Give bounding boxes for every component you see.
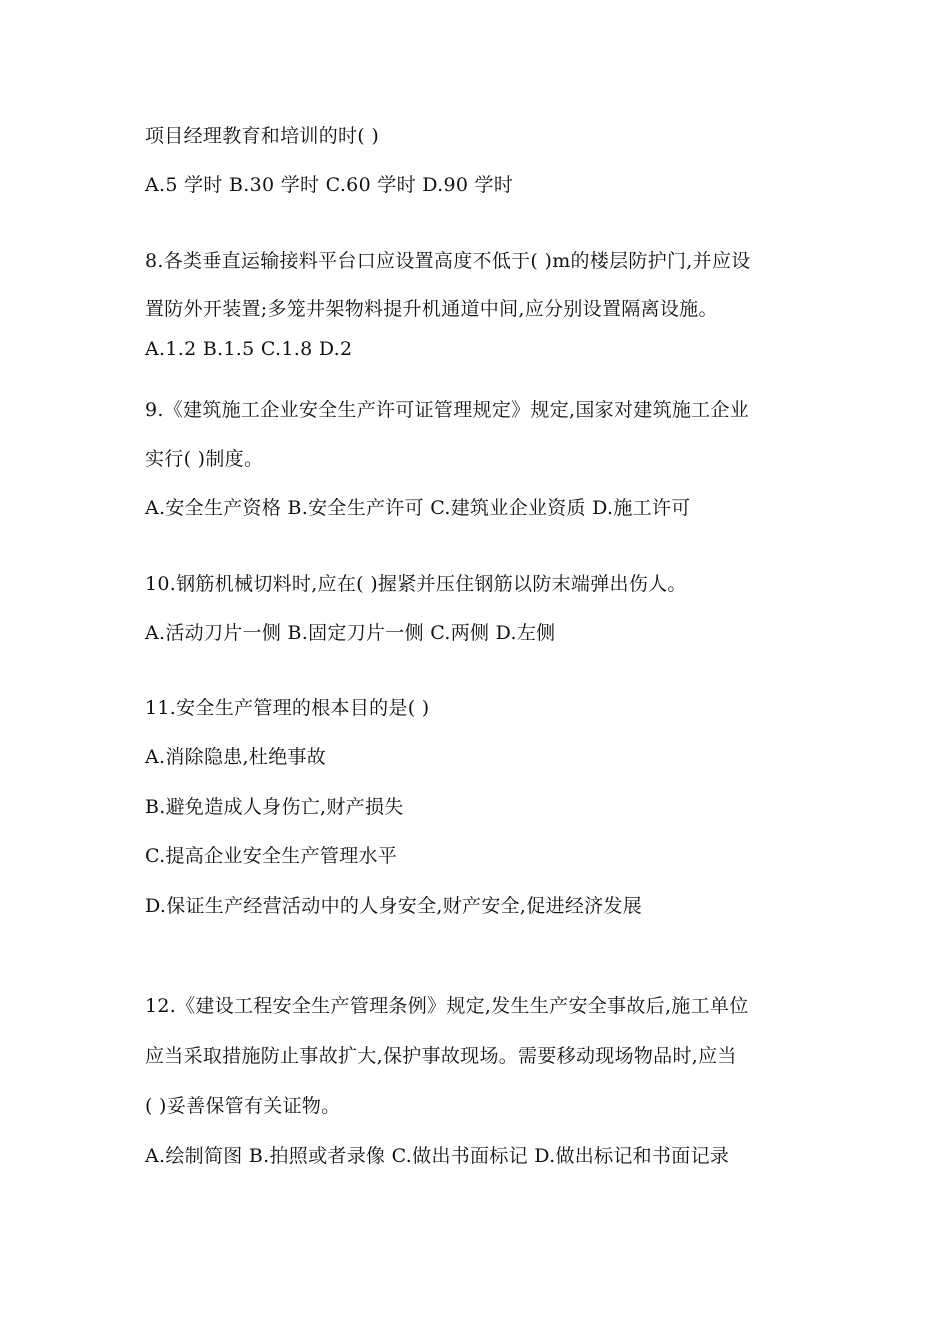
question-12-stem-line-3: ( )妥善保管有关证物。 bbox=[145, 1095, 341, 1117]
question-7-options: A.5 学时 B.30 学时 C.60 学时 D.90 学时 bbox=[145, 174, 514, 196]
question-9-options: A.安全生产资格 B.安全生产许可 C.建筑业企业资质 D.施工许可 bbox=[145, 497, 691, 519]
question-11-option-a: A.消除隐患,杜绝事故 bbox=[145, 746, 327, 768]
question-9-stem-line-2: 实行( )制度。 bbox=[145, 448, 264, 470]
question-11-option-d: D.保证生产经营活动中的人身安全,财产安全,促进经济发展 bbox=[145, 895, 643, 917]
question-9-stem-line-1: 9.《建筑施工企业安全生产许可证管理规定》规定,国家对建筑施工企业 bbox=[145, 399, 750, 421]
question-8-stem-line-2: 置防外开装置;多笼井架物料提升机通道中间,应分别设置隔离设施。 bbox=[145, 298, 718, 320]
question-8-options: A.1.2 B.1.5 C.1.8 D.2 bbox=[145, 338, 353, 360]
question-7-stem-end: 项目经理教育和培训的时( ) bbox=[145, 125, 380, 147]
question-12-stem-line-2: 应当采取措施防止事故扩大,保护事故现场。需要移动现场物品时,应当 bbox=[145, 1045, 737, 1067]
question-8-stem-line-1: 8.各类垂直运输接料平台口应设置高度不低于( )m的楼层防护门,并应设 bbox=[145, 250, 751, 272]
question-11-stem: 11.安全生产管理的根本目的是( ) bbox=[145, 697, 430, 719]
question-11-option-c: C.提高企业安全生产管理水平 bbox=[145, 845, 398, 867]
question-10-stem: 10.钢筋机械切料时,应在( )握紧并压住钢筋以防末端弹出伤人。 bbox=[145, 573, 687, 595]
question-12-options: A.绘制简图 B.拍照或者录像 C.做出书面标记 D.做出标记和书面记录 bbox=[145, 1145, 730, 1167]
question-10-options: A.活动刀片一侧 B.固定刀片一侧 C.两侧 D.左侧 bbox=[145, 622, 556, 644]
question-11-option-b: B.避免造成人身伤亡,财产损失 bbox=[145, 796, 404, 818]
question-12-stem-line-1: 12.《建设工程安全生产管理条例》规定,发生生产安全事故后,施工单位 bbox=[145, 995, 749, 1017]
